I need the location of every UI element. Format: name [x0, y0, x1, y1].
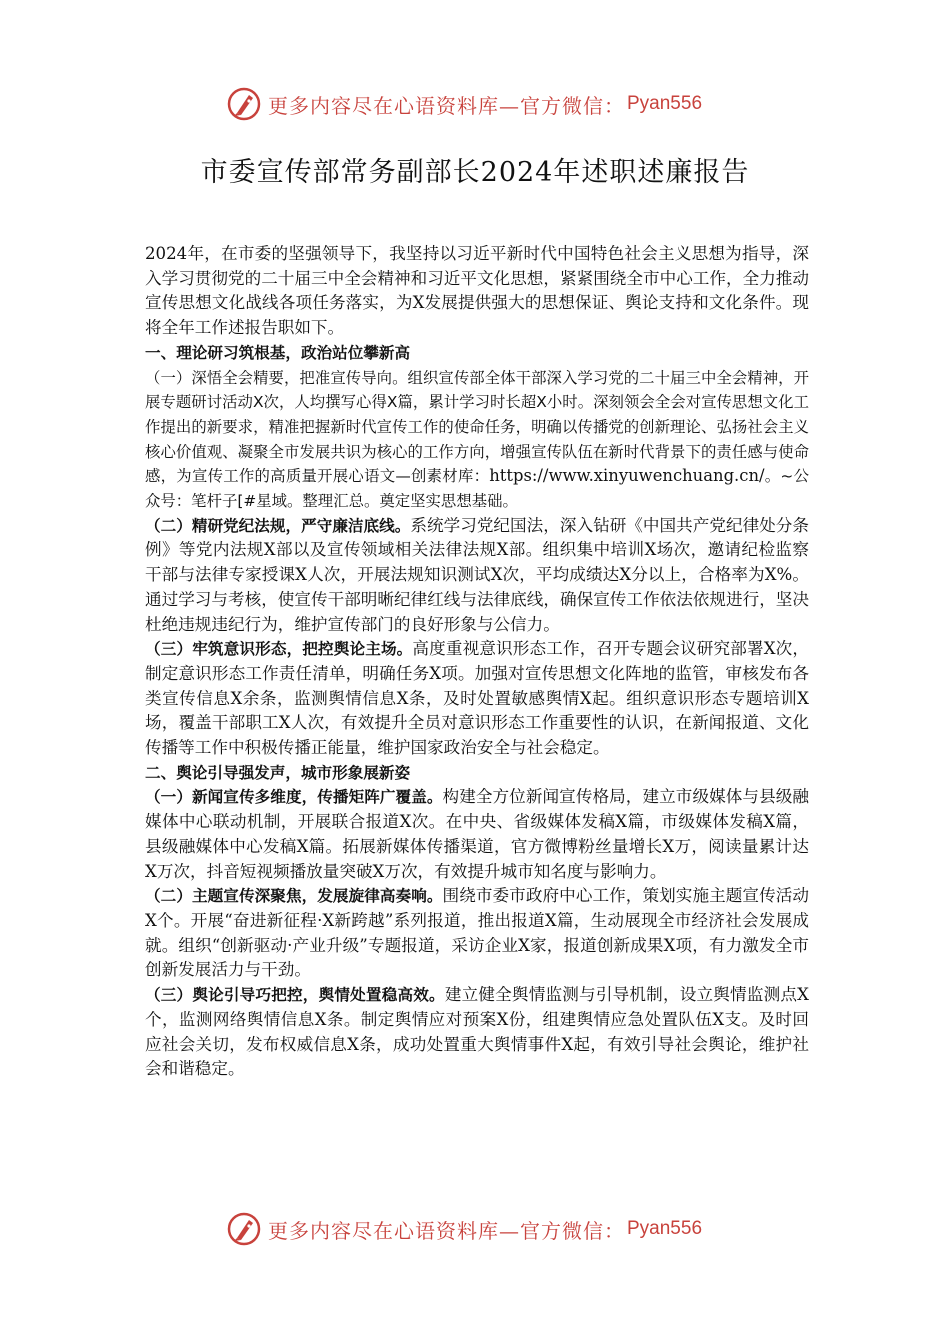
section-2-paragraph-2-text: 围绕市委市政府中心工作，策划实施主题宣传活动X个。开展“奋进新征程·X新跨越”系列报道，推出报道X篇，生动展现全市经济社会发展成就。组织“创新驱动·产业升级”专题报道，采访企业X家，报道创新成果X项，有力激发全市创新发展活力与干劲。	[145, 886, 809, 980]
section-2-paragraph-2	[145, 884, 809, 983]
banner-text: 更多内容尽在心语资料库—官方微信：	[268, 93, 625, 118]
section-1-heading: 一、理论研习筑根基，政治站位攀新高	[145, 343, 411, 362]
banner-text: 更多内容尽在心语资料库—官方微信：	[268, 1218, 625, 1243]
header-watermark-banner	[226, 82, 702, 126]
section-2-paragraph-1-lead: （一）新闻宣传多维度，传播矩阵广覆盖。	[145, 788, 443, 807]
section-1-paragraph-1	[145, 366, 809, 514]
section-1-paragraph-3	[145, 637, 809, 761]
document-body	[145, 242, 809, 1082]
pen-nib-circle-icon	[226, 1211, 262, 1247]
section-1-paragraph-1-tail: 。~公众号：笔杆子[#星域。整理汇总。奠定坚实思想基础。	[145, 467, 809, 511]
section-2-paragraph-3-text: 建立健全舆情监测与引导机制，设立舆情监测点X个，监测网络舆情信息X条。制定舆情应对预案X份，组建舆情应急处置队伍X支。及时回应社会关切，发布权威信息X条，成功处置重大舆情事件X起，有效引导社会舆论，维护社会和谐稳定。	[145, 985, 809, 1079]
footer-watermark-banner	[226, 1207, 702, 1251]
section-2-paragraph-3-lead: （三）舆论引导巧把控，舆情处置稳高效。	[145, 986, 445, 1005]
source-url-link[interactable]: https://www.xinyuwenchuang.cn/	[489, 466, 765, 486]
section-2-paragraph-1	[145, 785, 809, 884]
section-1-paragraph-2-lead: （二）精研党纪法规，严守廉洁底线。	[145, 516, 411, 535]
section-1-paragraph-3-lead: （三）牢筑意识形态，把控舆论主场。	[145, 640, 413, 659]
section-2-heading: 二、舆论引导强发声，城市形象展新姿	[145, 763, 411, 782]
section-1-paragraph-2	[145, 514, 809, 638]
section-1-paragraph-3-text: 高度重视意识形态工作，召开专题会议研究部署X次，制定意识形态工作责任清单，明确任务X项。加强对宣传思想文化阵地的监管，审核发布各类宣传信息X余条，监测舆情信息X条，及时处置敏感舆情X起。组织意识形态专题培训X场，覆盖干部职工X人次，有效提升全员对意识形态工作重要性的认识，在新闻报道、文化传播等工作中积极传播正能量，维护国家政治安全与社会稳定。	[145, 639, 809, 758]
document-title: 市委宣传部常务副部长2024年述职述廉报告	[200, 157, 750, 188]
section-2-paragraph-2-lead: （二）主题宣传深聚焦，发展旋律高奏响。	[145, 887, 443, 906]
pen-nib-circle-icon	[226, 86, 262, 122]
intro-paragraph: 2024年，在市委的坚强领导下，我坚持以习近平新时代中国特色社会主义思想为指导，深入学习贯彻党的二十届三中全会精神和习近平文化思想，紧紧围绕全市中心工作，全力推动宣传思想文化战线各项任务落实，为X发展提供强大的思想保证、舆论支持和文化条件。现将全年工作述报告职如下。	[145, 244, 809, 338]
banner-wechat-id: Pyan556	[627, 1218, 703, 1239]
banner-wechat-id: Pyan556	[627, 93, 703, 114]
section-1-paragraph-2-text: 系统学习党纪国法，深入钻研《中国共产党纪律处分条例》等党内法规X部以及宣传领域相关法律法规X部。组织集中培训X场次，邀请纪检监察干部与法律专家授课X人次，开展法规知识测试X次，平均成绩达X分以上，合格率为X%。通过学习与考核，使宣传干部明晰纪律红线与法律底线，确保宣传工作依法依规进行，坚决杜绝违规违纪行为，维护宣传部门的良好形象与公信力。	[145, 515, 809, 634]
section-1-paragraph-1-text: （一）深悟全会精要，把准宣传导向。组织宣传部全体干部深入学习党的二十届三中全会精神，开展专题研讨活动X次，人均撰写心得X篇，累计学习时长超X小时。深刻领会全会对宣传思想文化工作提出的新要求，精准把握新时代宣传工作的使命任务，明确以传播党的创新理论、弘扬社会主义核心价值观、凝聚全市发展共识为核心的工作方向，增强宣传队伍在新时代背景下的责任感与使命感，为宣传工作的高质量开展心语文—创素材库：	[145, 368, 809, 486]
section-2-paragraph-1-text: 构建全方位新闻宣传格局，建立市级媒体与县级融媒体中心联动机制，开展联合报道X次。在中央、省级媒体发稿X篇，市级媒体发稿X篇，县级融媒体中心发稿X篇。拓展新媒体传播渠道，官方微博粉丝量增长X万，阅读量累计达X万次，抖音短视频播放量突破X万次，有效提升城市知名度与影响力。	[145, 787, 809, 881]
section-2-paragraph-3	[145, 983, 809, 1082]
